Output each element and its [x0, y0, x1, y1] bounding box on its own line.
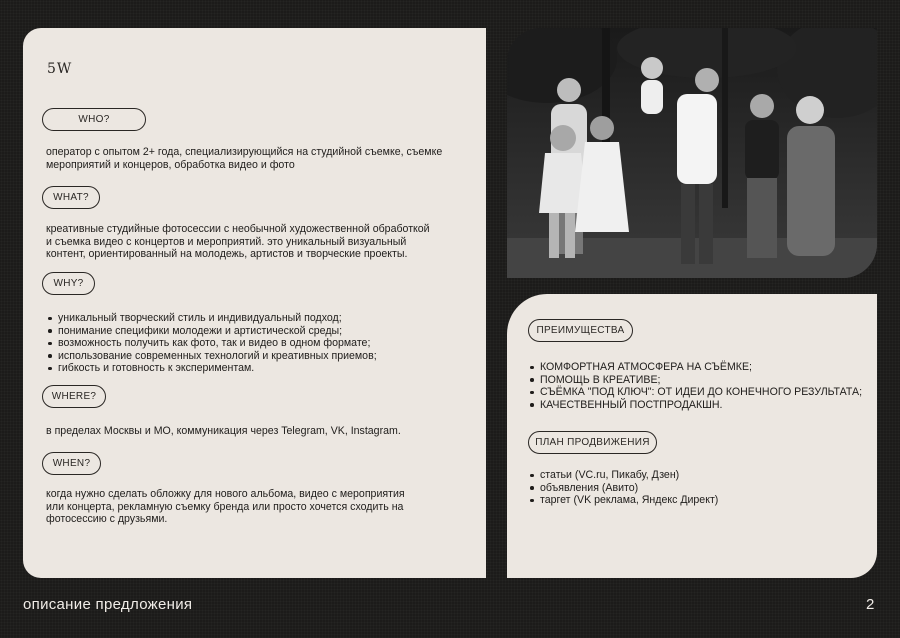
- when-label-pill: WHEN?: [42, 452, 101, 475]
- list-item: КАЧЕСТВЕННЫЙ ПОСТПРОДАКШН.: [528, 399, 862, 412]
- right-info-card: [507, 294, 877, 578]
- when-line-1: когда нужно сделать обложку для нового альбома, видео с мероприятия: [46, 488, 405, 500]
- what-line-1: креативные студийные фотосессии с необычной художественной обработкой: [46, 223, 430, 235]
- group-photo: [507, 28, 877, 278]
- list-item: возможность получить как фото, так и видео в одном формате;: [46, 337, 377, 350]
- when-line-2: или концерта, рекламную съемку бренда или просто хочется сходить на: [46, 500, 404, 513]
- what-label-pill: WHAT?: [42, 186, 100, 209]
- who-line-1: оператор с опытом 2+ года, специализирующийся на студийной съемке, съемке: [46, 146, 443, 158]
- who-line-2: мероприятий и концеров, обработка видео и фото: [46, 158, 295, 171]
- where-label-pill: WHERE?: [42, 385, 106, 408]
- where-line-1: в пределах Москвы и МО, коммуникация через Telegram, VK, Instagram.: [46, 425, 401, 437]
- page-number: 2: [866, 596, 875, 613]
- list-item: ПОМОЩЬ В КРЕАТИВЕ;: [528, 374, 862, 387]
- where-text: [46, 425, 401, 438]
- footer-title: описание предложения: [23, 596, 193, 613]
- logo-5w: 5W: [47, 61, 73, 77]
- list-item: СЪЁМКА "ПОД КЛЮЧ": ОТ ИДЕИ ДО КОНЕЧНОГО РЕЗУЛЬТАТА;: [528, 386, 862, 399]
- list-item: объявления (Авито): [528, 482, 718, 495]
- when-line-3: фотосессию с друзьями.: [46, 513, 168, 525]
- promotion-bullet-list: [528, 469, 718, 507]
- who-label-pill: WHO?: [42, 108, 146, 131]
- what-line-3: контент, ориентированный на молодежь, артистов и творческие проекты.: [46, 248, 408, 260]
- list-item: КОМФОРТНАЯ АТМОСФЕРА НА СЪЁМКЕ;: [528, 361, 862, 374]
- when-text: [46, 488, 405, 526]
- why-label-pill: WHY?: [42, 272, 95, 295]
- promotion-label-pill: ПЛАН ПРОДВИЖЕНИЯ: [528, 431, 657, 454]
- list-item: гибкость и готовность к экспериментам.: [46, 362, 377, 375]
- advantages-label-pill: ПРЕИМУЩЕСТВА: [528, 319, 633, 342]
- why-bullet-list: [46, 312, 377, 375]
- list-item: использование современных технологий и креативных приемов;: [46, 350, 377, 363]
- what-line-2: и съемка видео с концертов и мероприятий. это уникальный визуальный: [46, 235, 407, 248]
- what-text: [46, 223, 430, 261]
- list-item: понимание специфики молодежи и артистической среды;: [46, 325, 377, 338]
- list-item: уникальный творческий стиль и индивидуальный подход;: [46, 312, 377, 325]
- who-text: [46, 146, 442, 171]
- advantages-bullet-list: [528, 361, 862, 411]
- group-photo-illustration: [507, 28, 877, 278]
- left-info-card: [23, 28, 486, 578]
- list-item: таргет (VK реклама, Яндекс Директ): [528, 494, 718, 507]
- list-item: статьи (VC.ru, Пикабу, Дзен): [528, 469, 718, 482]
